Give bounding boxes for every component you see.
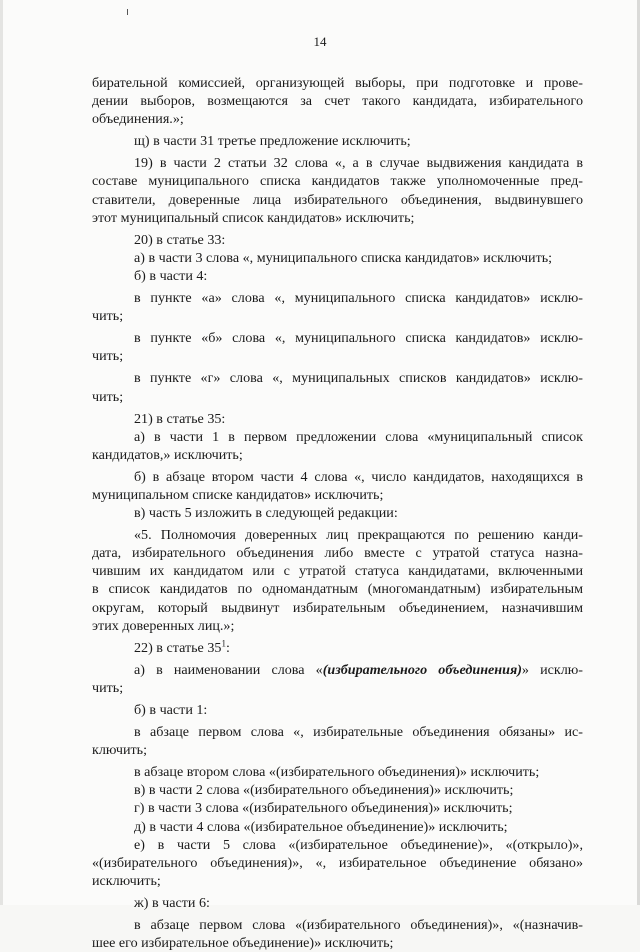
text-line: щ) в части 31 третье предложение исключить; bbox=[134, 133, 411, 150]
text-line: чить; bbox=[92, 308, 124, 325]
text-line: 20) в статье 33: bbox=[134, 231, 226, 248]
paragraph-block-2 bbox=[92, 701, 583, 952]
text-line: в абзаце первом слова «, избирательные объединения обязаны» ис- bbox=[134, 724, 583, 741]
text-line: исключить; bbox=[92, 872, 161, 889]
text-line: шее его избирательное объединение)» исключить; bbox=[92, 935, 394, 952]
text-line: г) в части 3 слова «(избирательного объединения)» исключить; bbox=[134, 800, 513, 817]
text-line: чить; bbox=[92, 679, 124, 696]
text-line-part: 22) в статье 35 bbox=[134, 639, 222, 656]
text-line: а) в части 3 слова «, муниципального списка кандидатов» исключить; bbox=[134, 249, 553, 266]
text-line: чившим их кандидатом или с утратой статуса кандидатами, включенными bbox=[92, 563, 583, 580]
text-line: в) в части 2 слова «(избирательного объединения)» исключить; bbox=[134, 782, 514, 799]
text-line: «(избирательного объединения)», «, избирательное объединение обязано» bbox=[92, 854, 583, 871]
text-line: в абзаце первом слова «(избирательного объединения)», «(назначив- bbox=[134, 917, 583, 934]
text-line: 19) в части 2 статьи 32 слова «, а в случае выдвижения кандидата в bbox=[134, 155, 583, 172]
text-line-part: » исклю- bbox=[521, 661, 583, 678]
text-line: чить; bbox=[92, 348, 124, 365]
text-line: округам, который выдвинут избирательным объединением, назначившим bbox=[92, 599, 583, 616]
text-line: в пункте «б» слова «, муниципального списка кандидатов» исклю- bbox=[134, 330, 583, 347]
text-line: дении выборов, возмещаются за счет такого кандидата, избирательного bbox=[92, 93, 583, 110]
text-line: д) в части 4 слова «(избирательное объединение)» исключить; bbox=[134, 818, 508, 835]
text-line: этих доверенных лиц.»; bbox=[92, 617, 235, 634]
text-line: ключить; bbox=[92, 742, 148, 759]
text-line: составе муниципального списка кандидатов также уполномоченные пред- bbox=[92, 173, 583, 190]
text-line: объединения.»; bbox=[92, 111, 184, 128]
text-line: этот муниципальный список кандидатов» исключить; bbox=[92, 209, 415, 226]
superscript: 1 bbox=[221, 638, 226, 649]
text-line: ж) в части 6: bbox=[134, 894, 210, 911]
document-body bbox=[92, 74, 583, 952]
text-line: муниципальном списке кандидатов» исключить; bbox=[92, 486, 384, 503]
bold-italic-phrase: (избирательного объединения) bbox=[322, 661, 522, 678]
text-line: в) часть 5 изложить в следующей редакции: bbox=[134, 505, 398, 522]
text-line: в пункте «а» слова «, муниципального списка кандидатов» исклю- bbox=[134, 290, 583, 307]
text-line: «5. Полномочия доверенных лиц прекращаются по решению канди- bbox=[134, 527, 583, 544]
text-line: кандидатов,» исключить; bbox=[92, 446, 243, 463]
text-line-part: : bbox=[225, 639, 230, 656]
paragraph-block-1 bbox=[92, 74, 583, 635]
text-line-article-35-1 bbox=[92, 639, 583, 657]
text-line: в абзаце втором слова «(избирательного объединения)» исключить; bbox=[134, 764, 540, 781]
text-line: 21) в статье 35: bbox=[134, 410, 226, 427]
text-line: в пункте «г» слова «, муниципальных списков кандидатов» исклю- bbox=[134, 370, 583, 387]
text-line: бирательной комиссией, организующей выборы, при подготовке и прове- bbox=[92, 75, 583, 91]
text-line: б) в части 1: bbox=[134, 702, 208, 718]
scan-mark bbox=[127, 9, 128, 15]
text-line: дата, избирательного объединения либо вместе с утратой статуса назна- bbox=[92, 545, 583, 562]
text-line: е) в части 5 слова «(избирательное объединение)», «(открыло)», bbox=[134, 836, 583, 853]
page-number: 14 bbox=[313, 34, 327, 49]
text-line-part: а) в наименовании слова « bbox=[134, 661, 323, 678]
text-line: а) в части 1 в первом предложении слова «муниципальный список bbox=[134, 428, 583, 445]
text-line: б) в части 4: bbox=[134, 267, 208, 284]
text-line-title-words bbox=[92, 661, 583, 679]
text-line: б) в абзаце втором части 4 слова «, число кандидатов, находящихся в bbox=[134, 468, 583, 485]
text-line: ставители, доверенные лица избирательного объединения, выдвинувшего bbox=[92, 191, 583, 208]
text-line: чить; bbox=[92, 388, 124, 405]
text-line: в список кандидатов по одномандатным (многомандатным) избирательным bbox=[92, 581, 583, 598]
